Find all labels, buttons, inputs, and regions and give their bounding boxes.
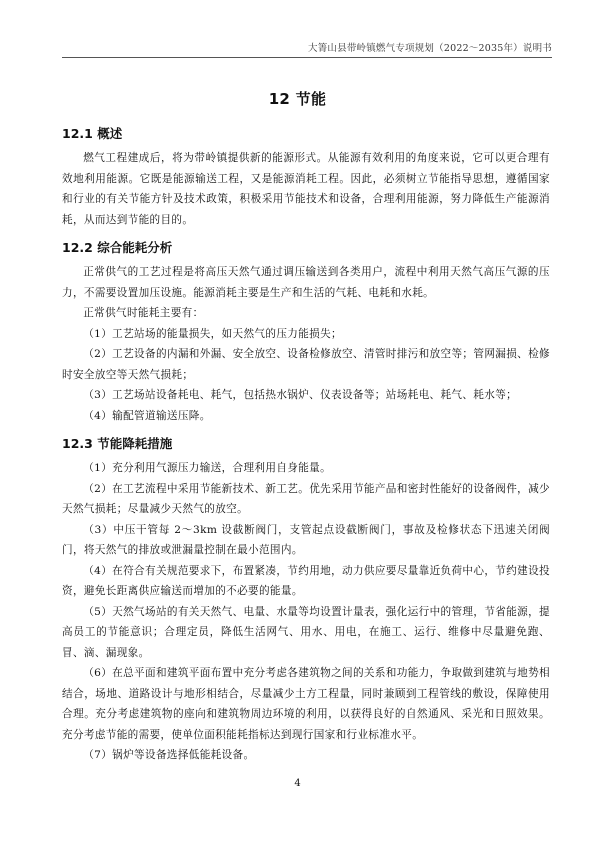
list-item: （6）在总平面和建筑平面布置中充分考虑各建筑物之间的关系和功能力，争取做到建筑与地势相结合，场地、道路设计与地形相结合，尽量减少土方工程量，同时兼顾到工程管线的敷设，保障使用合理。充分考虑建筑物的座向和建筑物周边环境的利用，以获得良好的自然通风、采光和日照效果。充分考虑节能的需要，使单位面积能耗指标达到现行国家和行业标准水平。	[62, 667, 550, 741]
section-heading: 12.3 节能降耗措施	[62, 436, 173, 451]
paragraph: 燃气工程建成后，将为带岭镇提供新的能源形式。从能源有效利用的角度来说，它可以更合理有效地利用能源。它既是能源输送工程，又是能源消耗工程。因此，必须树立节能指导思想，遵循国家和行业的有关节能方针及技术政策，积极采用节能技术和设备，合理利用能源，努力降低生产能源消耗，从而达到节能的目的。	[62, 152, 550, 226]
section-heading: 12.2 综合能耗分析	[62, 240, 173, 255]
running-header: 大箐山县带岭镇燃气专项规划（2022～2035年）说明书	[308, 43, 552, 54]
document-body	[62, 124, 550, 774]
list-item: （5）天然气场站的有关天然气、电量、水量等均设置计量表，强化运行中的管理，节省能源，提高员工的节能意识；合理定员，降低生活网气、用水、用电，在施工、运行、维修中尽量避免跑、冒、滴、漏现象。	[62, 605, 550, 659]
list-item: （4）输配管道输送压降。	[83, 409, 211, 422]
list-item: （7）锅炉等设备选择低能耗设备。	[83, 749, 255, 761]
list-item: （3）中压干管每 2～3km 设截断阀门，支管起点设截断阀门，事故及检修状态下迅速关闭阀门，将天然气的排放或泄漏量控制在最小范围内。	[62, 523, 550, 556]
section-energy-saving-measures	[62, 434, 550, 766]
chapter-title: 12 节能	[268, 90, 327, 109]
paragraph: 正常供气时能耗主要有：	[83, 307, 204, 319]
list-item: （4）在符合有关规范要求下，布置紧凑，节约用地，动力供应要尽量靠近负荷中心，节约建设投资，避免长距离供应输送而增加的不必要的能量。	[62, 564, 550, 597]
section-heading: 12.1 概述	[62, 126, 123, 141]
list-item: （3）工艺场站设备耗电、耗气，包括热水锅炉、仪表设备等；站场耗电、耗气、耗水等；	[83, 389, 518, 401]
header-divider	[62, 57, 552, 58]
list-item: （1）工艺站场的能量损失，如天然气的压力能损失；	[83, 327, 342, 340]
section-overview	[62, 124, 550, 230]
list-item: （2）工艺设备的内漏和外漏、安全放空、设备检修放空、清管时排污和放空等；管网漏损、检修时安全放空等天然气损耗；	[62, 348, 550, 381]
list-item: （1）充分利用气源压力输送，合理利用自身能量。	[83, 462, 332, 474]
page-number: 4	[294, 778, 301, 789]
paragraph: 正常供气的工艺过程是将高压天然气通过调压输送到各类用户，流程中利用天然气高压气源的压力，不需要设置加压设施。能源消耗主要是生产和生活的气耗、电耗和水耗。	[62, 266, 550, 299]
list-item: （2）在工艺流程中采用节能新技术、新工艺。优先采用节能产品和密封性能好的设备阀件，减少天然气损耗；尽量减少天然气的放空。	[62, 482, 550, 515]
section-energy-analysis	[62, 238, 550, 426]
